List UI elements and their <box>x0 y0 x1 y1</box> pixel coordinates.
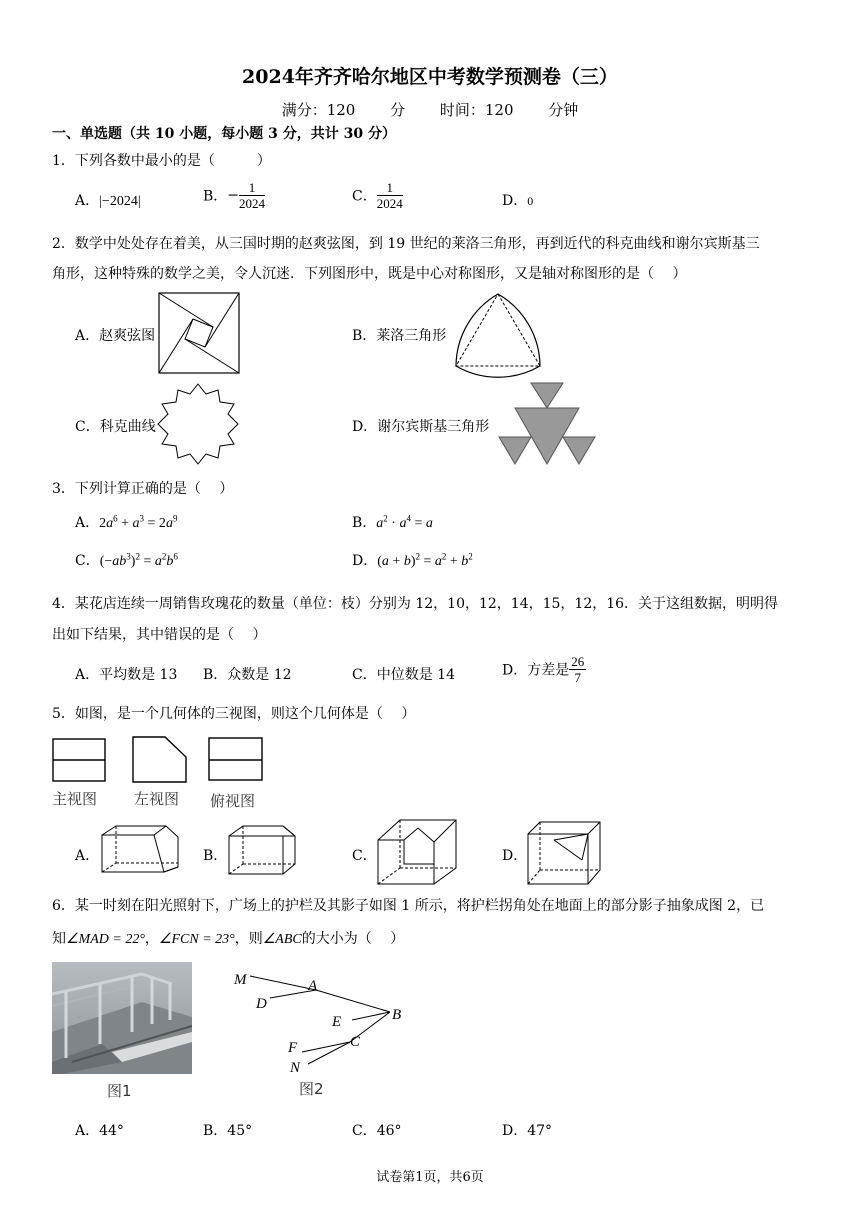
top-view-figure <box>207 736 265 784</box>
q2-option-d: D．谢尔宾斯基三角形 <box>352 419 490 435</box>
q1-b-label: B． <box>203 188 228 205</box>
q1-stem: 1．下列各数中最小的是（ ） <box>52 153 271 169</box>
q4-d-denominator: 7 <box>574 670 581 685</box>
top-view-caption: 俯视图 <box>210 792 256 810</box>
q2-stem-line2: 角形，这种特殊的数学之美，令人沉迷．下列图形中，既是中心对称图形，又是轴对称图形的是（ ） <box>52 266 687 282</box>
label-c: C <box>350 1034 361 1050</box>
q2-stem-line1: 2．数学中处处存在着美，从三国时期的赵爽弦图，到 19 世纪的莱洛三角形，再到近代的科克曲线和谢尔宾斯基三 <box>52 236 760 252</box>
q1-c-denominator: 2024 <box>376 196 403 211</box>
q6-angle-mad: ∠MAD = 22° <box>66 932 145 947</box>
q2-option-a: A．赵爽弦图 <box>75 328 156 344</box>
solid-c-figure <box>374 818 460 886</box>
q1-c-numerator: 1 <box>377 180 403 196</box>
q5-option-c: C． <box>352 848 377 864</box>
q1-d-label: D． <box>502 193 528 209</box>
q6-option-a: A．44° <box>75 1123 124 1139</box>
front-view-figure <box>52 738 108 784</box>
solid-b-figure <box>225 824 299 876</box>
q5-option-b: B． <box>203 848 228 864</box>
q6-stem-post: 的大小为（ ） <box>301 931 405 947</box>
q6-option-b: B．45° <box>203 1123 253 1139</box>
q5-stem: 5．如图，是一个几何体的三视图，则这个几何体是（ ） <box>52 706 416 722</box>
q1-a-label: A． <box>75 193 100 209</box>
q1-c-fraction <box>377 180 403 211</box>
q6-stem-mid: ，则 <box>234 931 263 947</box>
page-title: 2024年齐齐哈尔地区中考数学预测卷（三） <box>242 66 618 88</box>
label-n: N <box>290 1060 301 1076</box>
left-view-figure <box>131 735 189 785</box>
q3-option-c: C．$(-ab^3)^2 = a^2b^6$ <box>75 551 178 569</box>
solid-d-figure <box>526 820 602 886</box>
q6-stem-line2 <box>52 928 404 948</box>
q1-b-numerator: 1 <box>239 180 265 196</box>
angle-diagram <box>226 962 416 1080</box>
q3-c-label: C． <box>75 553 100 569</box>
fig2-caption: 图2 <box>299 1080 324 1098</box>
q6-stem-line1: 6．某一时刻在阳光照射下，广场上的护栏及其影子如图 1 所示，将护栏拐角处在地面上的部分影子抽象成图 2，已 <box>52 898 765 914</box>
label-e: E <box>332 1014 342 1030</box>
page-footer: 试卷第1页，共6页 <box>376 1170 484 1185</box>
q1-option-c <box>352 180 403 211</box>
q4-d-numerator: 26 <box>571 654 585 669</box>
solid-a-figure <box>94 825 180 873</box>
q6-option-c: C．46° <box>352 1123 402 1139</box>
q6-angle-abc: ∠ABC <box>262 932 302 947</box>
q4-option-c: C．中位数是 14 <box>352 667 455 683</box>
q2-option-b: B．莱洛三角形 <box>352 328 447 344</box>
label-m: M <box>234 972 247 988</box>
sierpinski-figure <box>498 382 596 466</box>
segment-ab <box>316 990 390 1012</box>
q1-option-a <box>75 190 141 210</box>
fig1-caption: 图1 <box>107 1082 132 1100</box>
q2-option-c: C．科克曲线 <box>75 419 156 435</box>
q1-option-d <box>502 190 533 210</box>
q3-b-label: B． <box>352 515 377 531</box>
label-a: A <box>308 978 318 994</box>
q5-option-a: A． <box>75 848 100 864</box>
q4-d-fraction <box>569 654 586 685</box>
q3-option-d: D．$(a + b)^2 = a^2 + b^2$ <box>352 551 473 569</box>
segment-fc <box>302 1042 350 1052</box>
q1-c-label: C． <box>352 188 377 205</box>
q1-option-b <box>203 180 265 211</box>
q3-stem: 3．下列计算正确的是（ ） <box>52 481 234 497</box>
q5-option-d: D． <box>502 848 528 864</box>
q1-b-denominator: 2024 <box>239 196 266 211</box>
q4-stem-line1: 4．某花店连续一周销售玫瑰花的数量（单位：枝）分别为 12，10，12，14，15，12，16．关于这组数据，明明得 <box>52 596 779 612</box>
segment-ma <box>250 976 316 990</box>
q1-b-fraction <box>239 180 265 211</box>
q1-d-value: 0 <box>527 194 534 208</box>
front-view-caption: 主视图 <box>52 790 98 808</box>
label-d: D <box>256 996 267 1012</box>
q1-a-value: |−2024| <box>99 194 141 209</box>
q4-option-d <box>502 654 586 685</box>
q6-angle-fcn: ∠FCN = 23° <box>158 932 235 947</box>
q3-a-label: A． <box>75 515 100 531</box>
q6-stem-pre: 知 <box>52 931 66 947</box>
q1-b-sign: − <box>227 187 240 204</box>
label-f: F <box>288 1040 298 1056</box>
q4-stem-line2: 出如下结果，其中错误的是（ ） <box>52 627 267 643</box>
q3-d-label: D． <box>352 553 378 569</box>
q3-option-b: B．$a^2 \cdot a^4 = a$ <box>352 513 433 531</box>
left-view-caption: 左视图 <box>134 790 180 808</box>
q6-option-d: D．47° <box>502 1123 553 1139</box>
q4-d-text: D．方差是 <box>502 662 570 679</box>
section-heading: 一、单选题（共 10 小题，每小题 3 分，共计 30 分） <box>52 126 396 142</box>
q4-option-b: B．众数是 12 <box>203 667 292 683</box>
label-b: B <box>392 1007 402 1023</box>
koch-curve-figure <box>150 380 246 468</box>
zhaoshuang-figure <box>158 292 240 374</box>
segment-nc <box>308 1042 350 1064</box>
reuleaux-figure <box>450 290 546 380</box>
q6-stem-sep: ， <box>144 931 159 947</box>
q4-option-a: A．平均数是 13 <box>75 667 178 683</box>
railing-photo <box>52 962 192 1074</box>
q3-option-a: A．$2a^6 + a^3 = 2a^9$ <box>75 513 178 531</box>
exam-info: 满分：120 分 时间：120 分钟 <box>281 101 579 119</box>
